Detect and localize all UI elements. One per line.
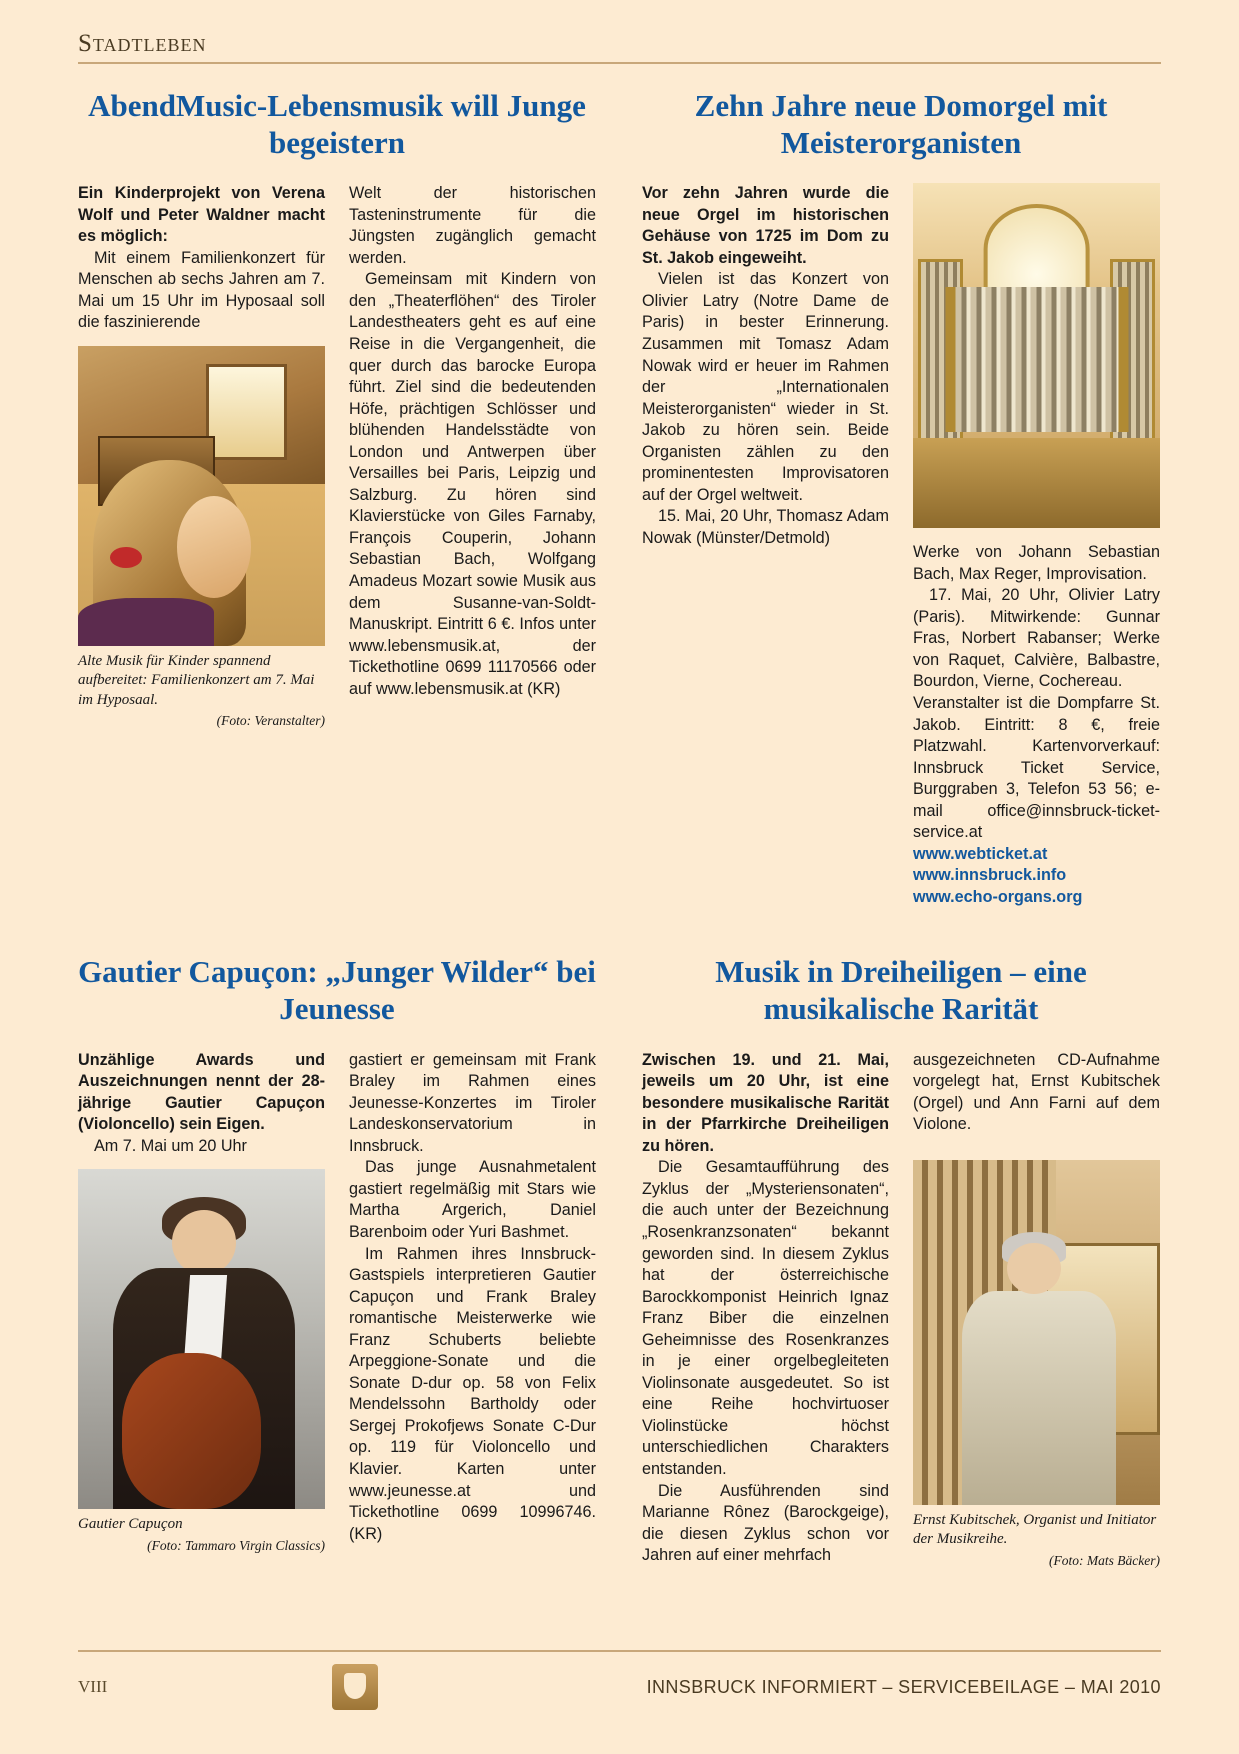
photo-jacket xyxy=(962,1291,1115,1505)
article-dreiheiligen-col1 xyxy=(642,1050,889,1569)
link-webticket[interactable]: www.webticket.at xyxy=(913,844,1048,863)
photo-organ-case xyxy=(913,438,1160,528)
photo-organ-center-pipes xyxy=(945,287,1128,432)
lead-paragraph: Zwischen 19. und 21. Mai, jeweils um 20 Uhr, ist eine besondere musikalische Rarität in der Pfarrkirche Dreiheiligen zu hören. xyxy=(642,1050,889,1155)
header-rule xyxy=(78,62,1161,64)
photo-girl-face xyxy=(177,496,251,598)
body-paragraph: Das junge Ausnahmetalent gastiert regelmäßig mit Stars wie Martha Argerich, Daniel Barenboim oder Yuri Bashmet. xyxy=(349,1158,596,1241)
article-title-domorgel: Zehn Jahre neue Domorgel mit Meisterorganisten xyxy=(694,88,1108,160)
body-paragraph: ausgezeichneten CD-Aufnahme vorgelegt hat, Ernst Kubitschek (Orgel) und Ann Farni auf dem Violone. xyxy=(913,1050,1160,1134)
body-paragraph: gastiert er gemeinsam mit Frank Braley im Rahmen eines Jeunesse-Konzertes im Tiroler Landeskonservatorium in Innsbruck. xyxy=(349,1050,596,1155)
body-paragraph: Welt der historischen Tasteninstrumente für die Jüngsten zugänglich gemacht werden. xyxy=(349,184,596,267)
photo-credit: (Foto: Tammaro Virgin Classics) xyxy=(147,1537,325,1553)
article-abendmusic-col2 xyxy=(349,183,596,729)
photo-hairband xyxy=(110,547,142,568)
article-capucon-col1 xyxy=(78,1050,325,1554)
photo-face xyxy=(1007,1243,1061,1295)
photo-window-arch xyxy=(983,204,1090,295)
article-title-abendmusic: AbendMusic-Lebensmusik will Junge begeistern xyxy=(88,88,586,160)
top-article-block xyxy=(78,82,1161,908)
photo-domorgel xyxy=(913,183,1160,528)
innsbruck-crest-icon xyxy=(332,1664,378,1710)
article-dreiheiligen xyxy=(642,948,1160,1568)
body-paragraph: 17. Mai, 20 Uhr, Olivier Latry (Paris). Mitwirkende: Gunnar Fras, Norbert Rabanser; Werke von Raquet, Calvière, Balbastre, Bourdon, Vierne, Cochereau. xyxy=(913,586,1160,691)
link-innsbruck-info[interactable]: www.innsbruck.info xyxy=(913,866,1067,885)
body-paragraph: Am 7. Mai um 20 Uhr xyxy=(94,1136,247,1155)
photo-caption: Ernst Kubitschek, Organist und Initiator der Musikreihe. xyxy=(913,1511,1157,1548)
article-dreiheiligen-col2 xyxy=(913,1050,1160,1569)
body-paragraph: Die Gesamtaufführung des Zyklus der „Mysteriensonaten“, die auch unter der Bezeichnung „Rosenkranzsonaten“ bekannt geworden sind. In diesem Zyklus hat der österreichische Barockkomponist Heinrich Ignaz Franz Biber die einzelnen Geheimnisse des Rosenkranzes in je einer orgelbegleiteten Violinsonate ausgedeutet. So ist eine Reihe hochvirtuoser Violinstücke höchst unterschiedlichen Charakters entstanden. xyxy=(642,1158,889,1478)
article-abendmusic xyxy=(78,82,596,908)
photo-face xyxy=(172,1210,236,1275)
article-domorgel-col2 xyxy=(913,183,1160,908)
photo-credit: (Foto: Mats Bäcker) xyxy=(1049,1552,1160,1568)
body-paragraph: Mit einem Familienkonzert für Menschen ab sechs Jahren am 7. Mai um 15 Uhr im Hyposaal soll die faszinierende xyxy=(78,248,325,332)
page-footer xyxy=(78,1664,1161,1710)
lead-paragraph: Vor zehn Jahren wurde die neue Orgel im historischen Gehäuse von 1725 im Dom zu St. Jakob eingeweiht. xyxy=(642,184,889,267)
footer-rule xyxy=(78,1650,1161,1652)
photo-gautier-capucon xyxy=(78,1169,325,1509)
photo-window-detail xyxy=(206,364,286,460)
body-paragraph: Die Ausführenden sind Marianne Rônez (Barockgeige), die diesen Zyklus schon vor Jahren auf einer mehrfach xyxy=(642,1481,889,1565)
article-capucon xyxy=(78,948,596,1568)
photo-kinderkonzert xyxy=(78,346,325,646)
photo-shirt xyxy=(184,1275,227,1363)
link-echo-organs[interactable]: www.echo-organs.org xyxy=(913,887,1083,906)
article-capucon-col2 xyxy=(349,1050,596,1554)
page-number: VIII xyxy=(78,1677,108,1696)
photo-ernst-kubitschek xyxy=(913,1160,1160,1505)
article-domorgel-col1 xyxy=(642,183,889,908)
photo-cello xyxy=(122,1353,260,1509)
section-kicker: Stadtleben xyxy=(78,30,207,57)
body-paragraph: Im Rahmen ihres Innsbruck-Gastspiels interpretieren Gautier Capuçon und Frank Braley romantische Meisterwerke wie Franz Schuberts beliebte Arpeggione-Sonate und die Sonate D-dur op. 58 von Felix Mendelssohn Bartholdy oder Sergej Prokofjews Sonate C-Dur op. 119 für Violoncello und Klavier. Karten unter www.jeunesse.at und Tickethotline 0699 10996746. (KR) xyxy=(349,1244,596,1543)
page xyxy=(78,30,1161,1724)
bottom-article-block xyxy=(78,948,1161,1568)
article-domorgel xyxy=(642,82,1160,908)
article-title-capucon: Gautier Capuçon: „Junger Wilder“ bei Jeunesse xyxy=(78,954,596,1027)
article-abendmusic-col1 xyxy=(78,183,325,729)
body-paragraph: Veranstalter ist die Dompfarre St. Jakob. Eintritt: 8 €, freie Platzwahl. Kartenvorverkauf: Innsbruck Ticket Service, Burggraben 3, Telefon 53 56; e-mail office@innsbruck-ticket-service.at xyxy=(913,693,1160,842)
article-title-dreiheiligen: Musik in Dreiheiligen – eine musikalische Rarität xyxy=(715,954,1087,1027)
photo-caption: Gautier Capuçon xyxy=(78,1516,183,1533)
body-paragraph: Vielen ist das Konzert von Olivier Latry (Notre Dame de Paris) in bester Erinnerung. Zusammen mit Tomasz Adam Nowak wird er heuer im Rahmen der „Internationalen Meisterorganisten“ wieder in St. Jakob zu hören sein. Beide Organisten zählen zu den prominentesten Improvisatoren auf der Orgel weltweit. xyxy=(642,270,889,504)
photo-sweater xyxy=(78,598,214,646)
lead-paragraph: Ein Kinderprojekt von Verena Wolf und Peter Waldner macht es möglich: xyxy=(78,184,325,246)
photo-credit: (Foto: Veranstalter) xyxy=(216,713,325,729)
photo-caption: Alte Musik für Kinder spannend aufbereitet: Familienkonzert am 7. Mai im Hyposaal. xyxy=(78,652,315,708)
body-paragraph: 15. Mai, 20 Uhr, Thomasz Adam Nowak (Münster/Detmold) xyxy=(642,507,889,547)
body-paragraph: Werke von Johann Sebastian Bach, Max Reger, Improvisation. xyxy=(913,543,1160,583)
footer-publication-line: INNSBRUCK INFORMIERT – SERVICEBEILAGE – MAI 2010 xyxy=(646,1676,1161,1697)
body-paragraph: Gemeinsam mit Kindern von den „Theaterflöhen“ des Tiroler Landestheaters geht es auf eine Reise in die Vergangenheit, die quer durch das barocke Europa führt. Ziel sind die bedeutenden Höfe, prächtigen Schlösser und blühenden Handelsstädte von London und Antwerpen über Versailles bei Paris, Leipzig und Salzburg. Zu hören sind Klavierstücke von Giles Farnaby, François Couperin, Johann Sebastian Bach, Wolfgang Amadeus Mozart sowie Musik aus dem Susanne-van-Soldt-Manuskript. Eintritt 6 €. Infos unter www.lebensmusik.at, der Tickethotline 0699 11170566 oder auf www.lebensmusik.at (KR) xyxy=(349,270,596,698)
lead-paragraph: Unzählige Awards und Auszeichnungen nennt der 28-jährige Gautier Capuçon (Violoncello) sein Eigen. xyxy=(78,1050,325,1134)
